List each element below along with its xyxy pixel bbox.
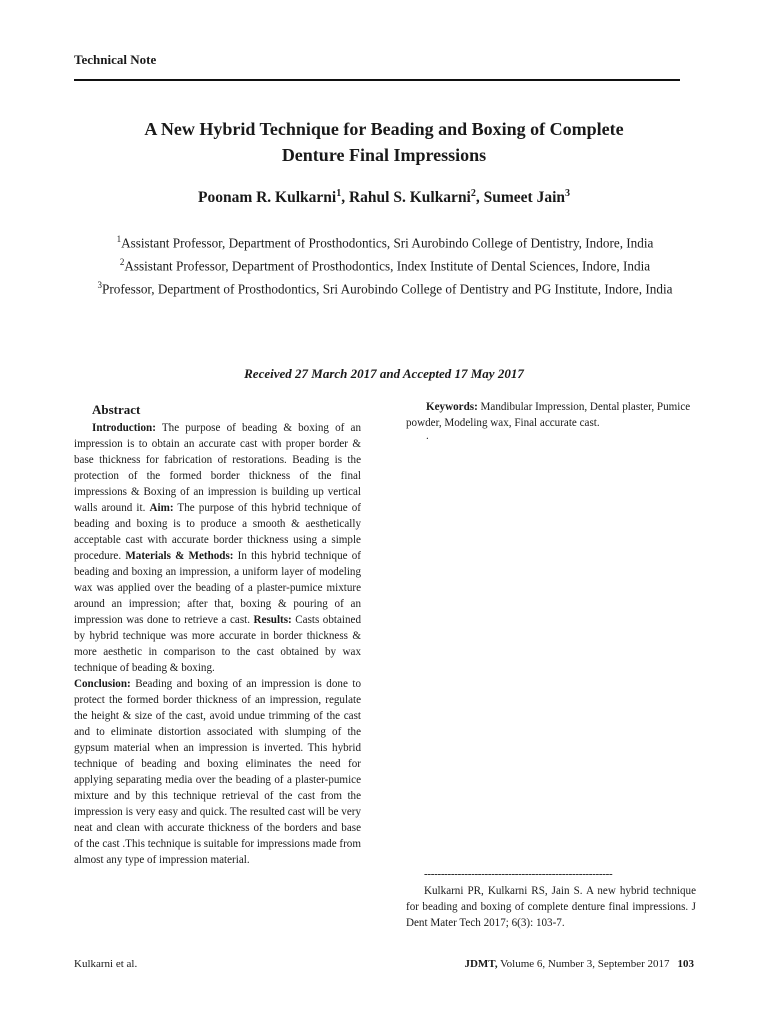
author-name: Poonam R. Kulkarni — [197, 189, 337, 207]
intro-text: The purpose of beading & boxing of an impression is to obtain an accurate cast with proper border & base thickness for fabrication of restorations. Beading is the protection of the formed border thickness of the final impressions & Boxing of an impression is building up vertical walls around it. — [74, 422, 361, 514]
affiliations — [80, 230, 690, 299]
conclusion-text: Beading and boxing of an impression is done to protect the formed border thickness of an impression, regulate the height & size of the cast, avoid undue trimming of the cast and to eliminate distortion associated with slumping of the gypsum material when an impression is inverted. This hybrid technique of beading and boxing eliminates the need for applying separating media over the beading of a plaster-pumice mixture and by this technique retrieval of the cast from the impression is very easy and quick. The resulted cast will be very neat and clean with accurate thickness of the borders and base of the cast .This technique is suitable for impressions made from almost any type of impression material. — [74, 678, 361, 866]
abstract-heading: Abstract — [92, 402, 141, 417]
citation-separator: -------------------------------------------------------- — [424, 868, 613, 880]
title-line-1: A New Hybrid Technique for Beading and Boxing of Complete — [144, 119, 624, 139]
keywords-text: Mandibular Impression, Dental plaster, Pumice powder, Modeling wax, Final accurate cast. — [406, 401, 691, 429]
footer-journal-name: JDMT, — [464, 958, 498, 970]
conclusion-paragraph — [74, 676, 361, 868]
affiliation-marker: 3 — [97, 279, 102, 290]
affiliation — [80, 276, 690, 299]
abstract-column — [74, 402, 361, 868]
page-number: 103 — [677, 958, 694, 970]
author-name: Sumeet Jain — [483, 189, 565, 207]
keywords-label: Keywords: — [426, 401, 478, 413]
footer-running-author: Kulkarni et al. — [74, 958, 138, 970]
affiliation — [80, 253, 690, 276]
author-separator: , — [341, 189, 349, 207]
methods-label: Materials & Methods: — [125, 550, 234, 562]
conclusion-label: Conclusion: — [74, 678, 131, 690]
author-name: Rahul S. Kulkarni — [348, 189, 471, 207]
author-separator: , — [475, 189, 484, 207]
keywords-trailing-dot: . — [426, 430, 429, 442]
author-list — [74, 188, 694, 207]
aim-label: Aim: — [149, 502, 174, 514]
abstract-body — [74, 420, 361, 676]
keywords-column — [406, 399, 696, 441]
affiliation-marker: 1 — [116, 234, 122, 244]
title-line-2: Denture Final Impressions — [281, 145, 487, 165]
methods-text: In this hybrid technique of beading and boxing an impression, a uniform layer of modeling wax was applied over the beading of a plaster-pumice mixture around an impression; after that, boxing & pouring of an impression was done to retrieve a cast. — [74, 550, 361, 626]
keywords-paragraph — [406, 399, 696, 431]
section-label: Technical Note — [74, 52, 157, 67]
received-dates: Received 27 March 2017 and Accepted 17 May 2017 — [244, 366, 524, 381]
aim-text: The purpose of this hybrid technique of beading and boxing is to produce a smooth & aesthetically acceptable cast with accurate border thickness using a simple procedure. — [74, 502, 362, 562]
affiliation-text: Assistant Professor, Department of Prosthodontics, Sri Aurobindo College of Dentistry, Indore, India — [121, 235, 654, 251]
intro-label: Introduction: — [92, 422, 156, 434]
footer-volume: Volume 6, Number 3, September 2017 — [497, 958, 670, 970]
author-affil-marker: 3 — [565, 188, 570, 199]
affiliation-text: Professor, Department of Prosthodontics, Sri Aurobindo College of Dentistry and PG Institute, Indore, India — [102, 281, 673, 297]
header-rule — [74, 79, 680, 81]
paper-title — [74, 116, 694, 168]
author-affil-marker: 1 — [336, 188, 342, 199]
affiliation-text: Assistant Professor, Department of Prosthodontics, Index Institute of Dental Sciences, Indore, India — [124, 258, 651, 274]
footer-journal-info — [420, 958, 694, 970]
affiliation — [80, 230, 690, 253]
results-text: Casts obtained by hybrid technique was more accurate in border thickness & more aesthetic in comparison to the cast obtained by wax technique of beading & boxing. — [74, 614, 361, 674]
results-label: Results: — [253, 614, 292, 626]
citation-text: Kulkarni PR, Kulkarni RS, Jain S. A new hybrid technique for beading and boxing of complete denture final impressions. J Dent Mater Tech 2017; 6(3): 103-7. — [406, 885, 696, 929]
affiliation-marker: 2 — [119, 256, 125, 267]
author-affil-marker: 2 — [470, 188, 476, 199]
